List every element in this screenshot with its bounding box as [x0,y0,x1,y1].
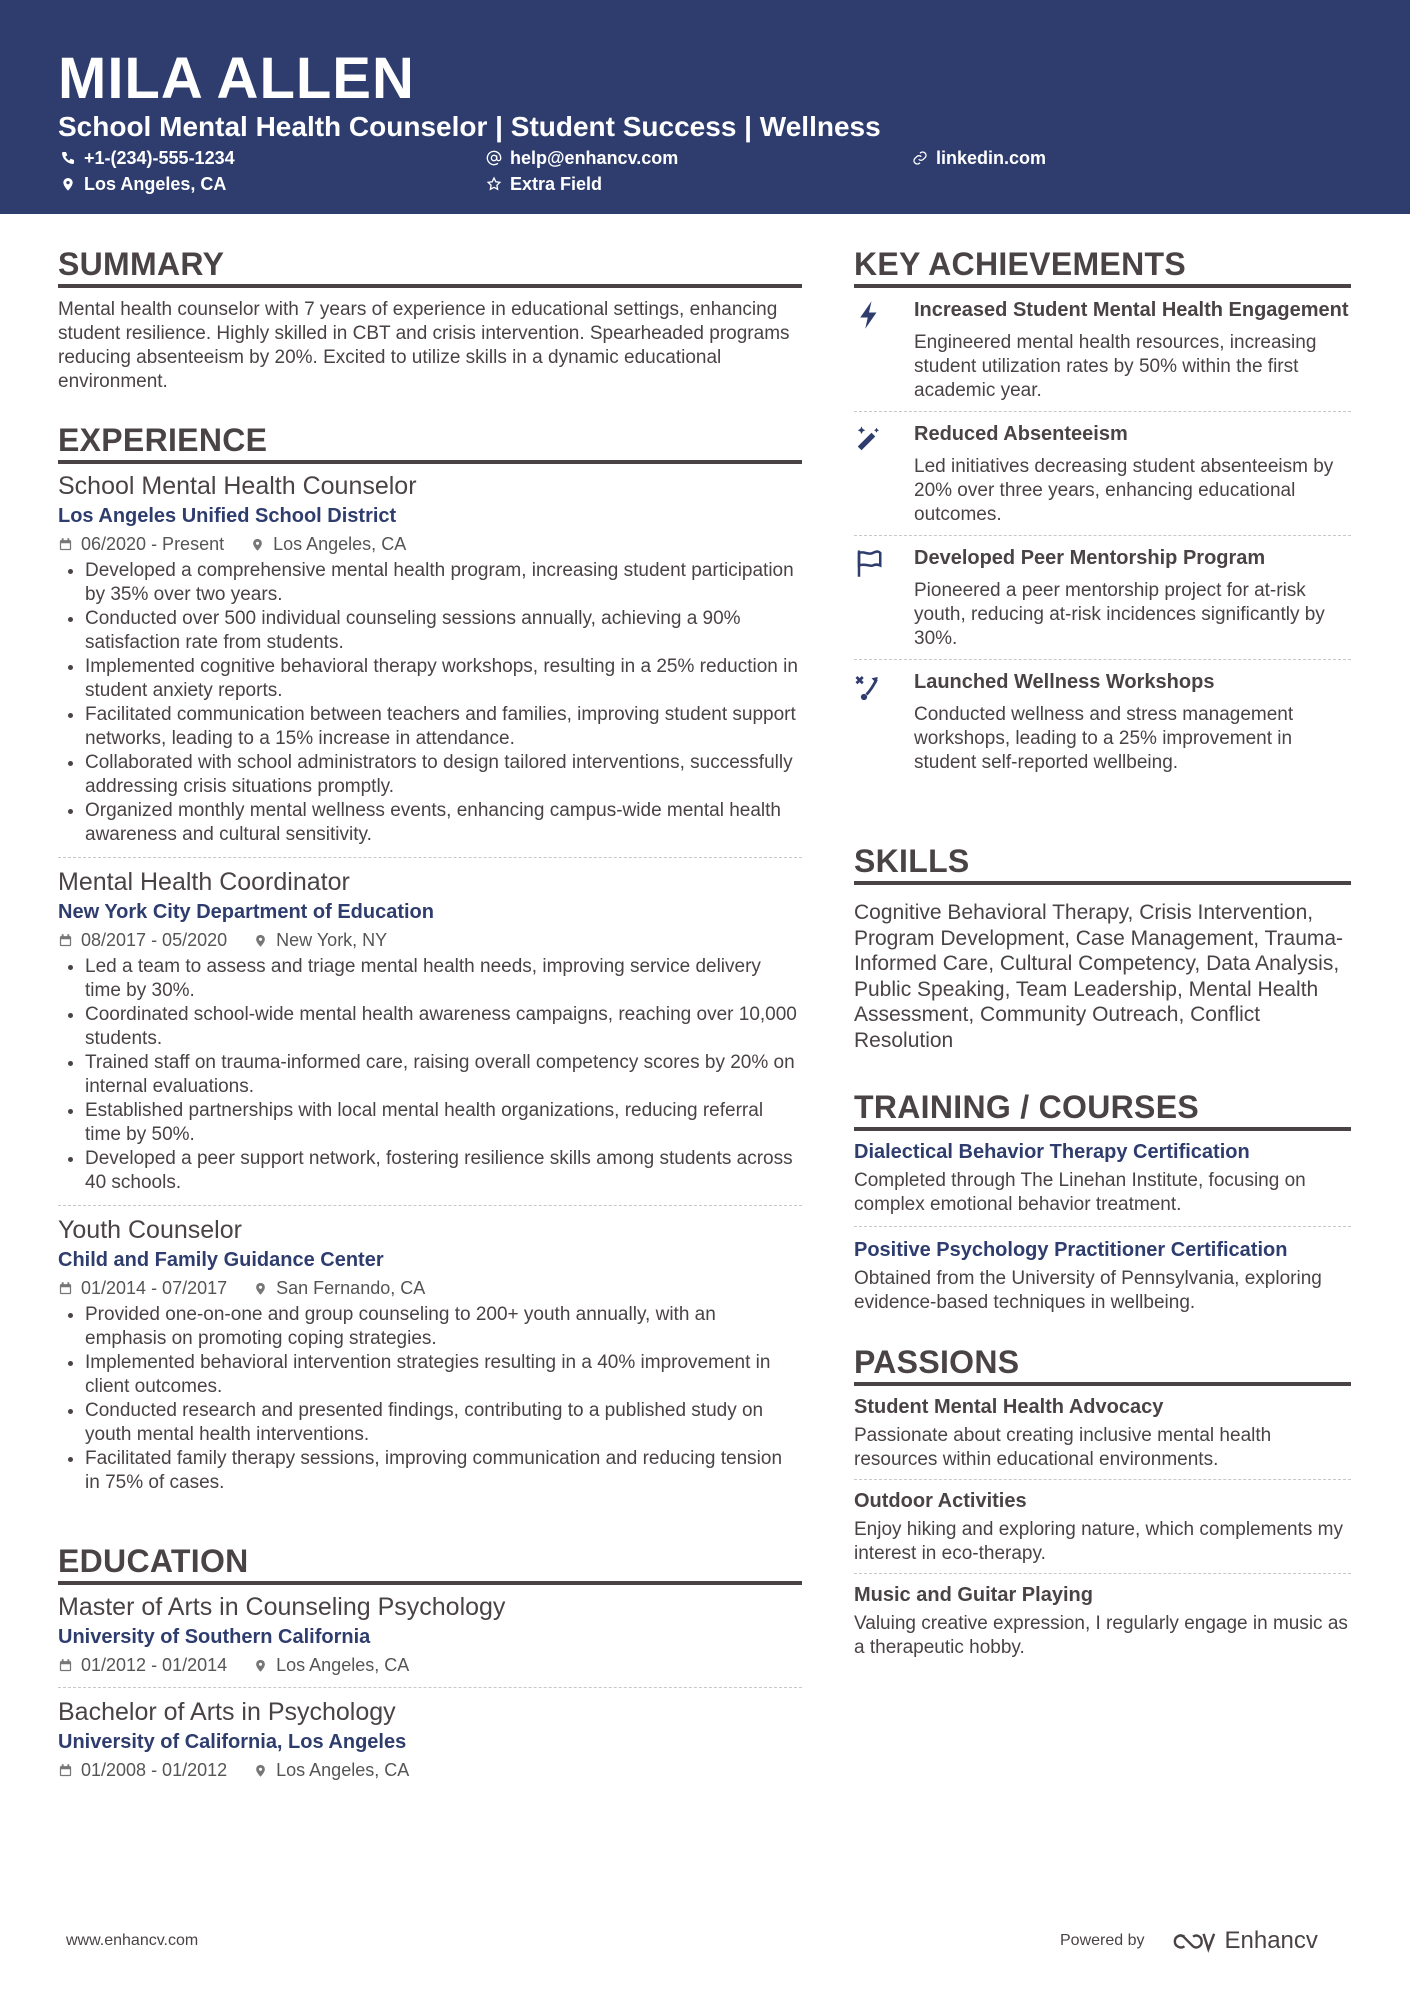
passion-item [854,1582,1351,1660]
linkedin-contact[interactable] [912,146,1046,170]
job-entry [58,1214,802,1495]
lightning-icon [854,300,884,330]
at-sign-icon [486,150,502,166]
job-bullet: Organized monthly mental wellness events, enhancing campus-wide mental health awareness and cultural sensitivity. [58,799,802,847]
job-title: Mental Health Coordinator [58,868,350,896]
experience-rule [58,460,802,464]
passion-title: Outdoor Activities [854,1490,1027,1512]
passions-list [854,1394,1351,1660]
calendar-icon [58,933,73,948]
passion-desc: Valuing creative expression, I regularly engage in music as a therapeutic hobby. [854,1613,1348,1658]
achievements-rule [854,284,1351,288]
divider [58,1687,802,1688]
job-company: Los Angeles Unified School District [58,505,397,527]
job-bullet: Led a team to assess and triage mental health needs, improving service delivery time by 30%. [58,955,802,1003]
course-desc: Obtained from the University of Pennsylvania, exploring evidence-based techniques in wellbeing. [854,1268,1322,1313]
education-dates: 01/2008 - 01/2012 [81,1760,228,1780]
passions-title: PASSIONS [854,1344,1020,1380]
divider [58,857,802,858]
job-location: New York, NY [276,930,388,950]
job-meta [58,532,802,556]
footer-website[interactable]: www.enhancv.com [66,1932,199,1949]
passion-item [854,1394,1351,1472]
course-title: Dialectical Behavior Therapy Certification [854,1141,1250,1163]
location-contact [60,172,226,196]
divider [854,659,1351,660]
course-desc: Completed through The Linehan Institute, focusing on complex emotional behavior treatment. [854,1170,1306,1215]
phone-icon [60,150,76,166]
summary-text: Mental health counselor with 7 years of experience in educational settings, enhancing student resilience. Highly skilled in CBT and crisis intervention. Spearheaded programs reducing absenteeism by 20%. Excited to utilize skills in a dynamic educational environment. [58,299,790,392]
divider [854,1226,1351,1227]
job-bullet: Conducted over 500 individual counseling sessions annually, achieving a 90% satisfaction rate from students. [58,607,802,655]
job-bullet: Facilitated communication between teachers and families, improving student support networks, leading to a 15% increase in attendance. [58,703,802,751]
job-entry [58,470,802,847]
footer-branding[interactable] [1060,1927,1318,1955]
school-name: University of California, Los Angeles [58,1731,407,1753]
training-rule [854,1127,1351,1131]
achievement-desc: Pioneered a peer mentorship project for at-risk youth, reducing at-risk incidences significantly by 30%. [914,580,1325,649]
job-meta [58,928,802,952]
achievement-desc: Conducted wellness and stress management workshops, leading to a 25% improvement in student self-reported wellbeing. [914,704,1294,773]
skills-text: Cognitive Behavioral Therapy, Crisis Intervention, Program Development, Case Management, Trauma-Informed Care, Cultural Competency, Data Analysis, Public Speaking, Team Leadership, Mental Health Assessment, Community Outreach, Conflict Resolution [854,901,1344,1052]
summary-title: SUMMARY [58,246,225,282]
calendar-icon [58,537,73,552]
degree-title: Bachelor of Arts in Psychology [58,1698,396,1726]
skills-rule [854,881,1351,885]
job-bullet: Implemented cognitive behavioral therapy workshops, resulting in a 25% reduction in student anxiety reports. [58,655,802,703]
job-bullet: Coordinated school-wide mental health awareness campaigns, reaching over 10,000 students. [58,1003,802,1051]
achievement-title: Reduced Absenteeism [914,423,1128,445]
calendar-icon [58,1281,73,1296]
calendar-icon [58,1658,73,1673]
location-pin-icon [253,1658,268,1673]
magic-wand-icon [854,424,884,454]
achievement-item [854,546,1351,651]
location-pin-icon [253,1763,268,1778]
job-company: Child and Family Guidance Center [58,1249,384,1271]
passion-title: Music and Guitar Playing [854,1584,1093,1606]
achievement-item [854,422,1351,527]
job-dates: 08/2017 - 05/2020 [81,930,228,950]
extra-field-text: Extra Field [510,174,603,194]
experience-title: EXPERIENCE [58,422,268,458]
job-bullet: Collaborated with school administrators to design tailored interventions, successfully addressing crisis situations promptly. [58,751,802,799]
education-list [58,1591,802,1782]
job-bullet: Trained staff on trauma-informed care, raising overall competency scores by 20% on internal evaluations. [58,1051,802,1099]
passion-desc: Enjoy hiking and exploring nature, which complements my interest in eco-therapy. [854,1519,1343,1564]
divider [58,1205,802,1206]
job-company: New York City Department of Education [58,901,434,923]
divider [854,1573,1351,1574]
education-title: EDUCATION [58,1543,249,1579]
job-dates: 06/2020 - Present [81,534,225,554]
resume-header [0,0,1410,214]
strategy-icon [854,672,884,702]
education-entry [58,1591,802,1677]
achievement-title: Launched Wellness Workshops [914,671,1215,693]
education-meta [58,1653,802,1677]
divider [854,411,1351,412]
education-location: Los Angeles, CA [276,1760,410,1780]
flag-icon [854,548,884,578]
job-bullet: Conducted research and presented findings, contributing to a published study on youth mental health interventions. [58,1399,802,1447]
achievement-title: Increased Student Mental Health Engagement [914,299,1349,321]
job-bullets [58,559,802,847]
brand-logo [1171,1927,1318,1955]
job-meta [58,1276,802,1300]
education-meta [58,1758,802,1782]
course-title: Positive Psychology Practitioner Certification [854,1239,1288,1261]
education-entry [58,1696,802,1782]
achievements-list [854,298,1351,775]
email-text: help@enhancv.com [510,148,679,168]
enhancv-logo-icon [1171,1930,1217,1953]
link-icon [912,150,928,166]
location-text: Los Angeles, CA [84,174,227,194]
location-pin-icon [60,176,76,192]
achievement-item [854,670,1351,775]
education-location: Los Angeles, CA [276,1655,410,1675]
divider [854,1479,1351,1480]
achievement-title: Developed Peer Mentorship Program [914,547,1266,569]
passion-desc: Passionate about creating inclusive mental health resources within educational environments. [854,1425,1272,1470]
job-entry [58,866,802,1195]
school-name: University of Southern California [58,1626,371,1648]
job-bullet: Developed a peer support network, fostering resilience skills among students across 40 schools. [58,1147,802,1195]
passion-item [854,1488,1351,1566]
job-bullet: Provided one-on-one and group counseling to 200+ youth annually, with an emphasis on promoting coping strategies. [58,1303,802,1351]
job-bullets [58,955,802,1195]
brand-name: Enhancv [1224,1927,1318,1954]
powered-by-text: Powered by [1060,1932,1145,1949]
job-title: Youth Counselor [58,1216,242,1244]
job-location: San Fernando, CA [276,1278,426,1298]
job-bullet: Facilitated family therapy sessions, improving communication and reducing tension in 75% of cases. [58,1447,802,1495]
education-dates: 01/2012 - 01/2014 [81,1655,228,1675]
education-rule [58,1581,802,1585]
experience-list [58,470,802,1495]
job-bullet: Developed a comprehensive mental health program, increasing student participation by 35% over two years. [58,559,802,607]
achievement-desc: Engineered mental health resources, increasing student utilization rates by 50% within the first academic year. [914,332,1317,401]
skills-title: SKILLS [854,843,970,879]
passions-rule [854,1382,1351,1386]
summary-rule [58,284,802,288]
phone-text: +1-(234)-555-1234 [84,148,235,168]
job-location: Los Angeles, CA [273,534,407,554]
achievement-desc: Led initiatives decreasing student absenteeism by 20% over three years, enhancing educational outcomes. [914,456,1334,525]
job-title: School Mental Health Counselor [58,472,417,500]
achievements-title: KEY ACHIEVEMENTS [854,246,1186,282]
star-icon [486,176,502,192]
achievement-item [854,298,1351,403]
location-pin-icon [253,1281,268,1296]
job-bullet: Established partnerships with local mental health organizations, reducing referral time by 50%. [58,1099,802,1147]
location-pin-icon [250,537,265,552]
candidate-name: MILA ALLEN [58,46,415,111]
calendar-icon [58,1763,73,1778]
candidate-headline: School Mental Health Counselor | Student Success | Wellness [58,111,881,142]
course-item [854,1237,1351,1315]
training-list [854,1139,1351,1315]
course-item [854,1139,1351,1217]
phone-contact[interactable] [60,146,235,170]
job-bullets [58,1303,802,1495]
degree-title: Master of Arts in Counseling Psychology [58,1593,506,1621]
passion-title: Student Mental Health Advocacy [854,1396,1164,1418]
linkedin-text: linkedin.com [936,148,1047,168]
location-pin-icon [253,933,268,948]
extra-field-contact [486,172,602,196]
email-contact[interactable] [486,146,678,170]
job-dates: 01/2014 - 07/2017 [81,1278,228,1298]
divider [854,535,1351,536]
training-title: TRAINING / COURSES [854,1089,1199,1125]
job-bullet: Implemented behavioral intervention strategies resulting in a 40% improvement in client outcomes. [58,1351,802,1399]
